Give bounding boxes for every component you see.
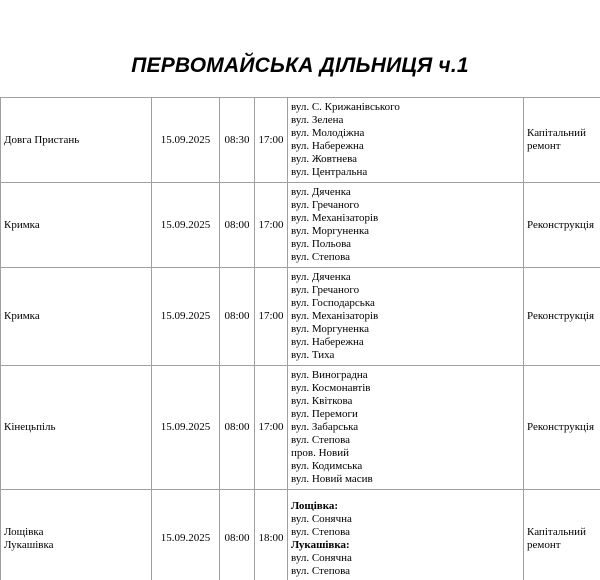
streets-cell	[288, 268, 524, 366]
street-item: вул. Зелена	[291, 114, 344, 126]
street-item: вул. Степова	[291, 251, 351, 263]
street-item: вул. Дяченка	[291, 186, 351, 198]
table-row	[1, 98, 600, 183]
street-item: вул. Гречаного	[291, 199, 360, 211]
street-item: вул. Механізаторів	[291, 310, 379, 322]
street-item: вул. Квіткова	[291, 395, 353, 407]
street-item: пров. Новий	[291, 447, 349, 459]
end-time-cell: 17:00	[255, 98, 288, 183]
street-item: вул. Космонавтів	[291, 382, 371, 394]
street-item: вул. Господарська	[291, 297, 375, 309]
work-type-line: Реконструкція	[527, 421, 595, 433]
start-time-cell: 08:00	[220, 268, 255, 366]
street-item: вул. Сонячна	[291, 512, 352, 525]
work-type-cell	[524, 490, 600, 580]
street-item: вул. Набережна	[291, 140, 364, 152]
streets-cell	[288, 98, 524, 183]
streets-cell	[288, 183, 524, 268]
work-type-line: Капітальний	[527, 127, 586, 139]
street-item: вул. Польова	[291, 238, 352, 250]
date-cell: 15.09.2025	[152, 268, 220, 366]
street-item: вул. Новий масив	[291, 473, 373, 485]
table-row	[1, 366, 600, 490]
street-item: вул. Моргуненка	[291, 225, 370, 237]
settlement-line: Лукашівка	[4, 538, 54, 551]
end-time-cell: 17:00	[255, 366, 288, 490]
street-item: вул. Перемоги	[291, 408, 358, 420]
street-item: вул. Степова	[291, 525, 351, 538]
settlement-cell: Кінецьпіль	[1, 366, 152, 490]
date-cell: 15.09.2025	[152, 490, 220, 580]
start-time-cell: 08:00	[220, 490, 255, 580]
work-type-line: Реконструкція	[527, 218, 595, 231]
settlement-subheading: Лощівка:	[291, 499, 339, 512]
work-type-cell	[524, 366, 600, 490]
work-type-cell	[524, 183, 600, 268]
start-time-cell: 08:00	[220, 366, 255, 490]
street-item: вул. Механізаторів	[291, 212, 379, 224]
street-item: вул. Жовтнева	[291, 153, 358, 165]
streets-cell	[288, 490, 524, 580]
settlement-cell: Кримка	[1, 183, 152, 268]
street-item: вул. Виноградна	[291, 369, 368, 381]
street-item: вул. Степова	[291, 564, 351, 577]
street-item: вул. Сонячна	[291, 551, 352, 564]
street-item: вул. С. Крижанівського	[291, 101, 400, 113]
date-cell: 15.09.2025	[152, 98, 220, 183]
work-type-cell	[524, 98, 600, 183]
table-row	[1, 183, 600, 268]
street-item: вул. Набережна	[291, 336, 364, 348]
date-cell: 15.09.2025	[152, 366, 220, 490]
settlement-cell: Довга Пристань	[1, 98, 152, 183]
work-type-cell	[524, 268, 600, 366]
streets-cell	[288, 366, 524, 490]
work-type-line: Реконструкція	[527, 310, 595, 322]
end-time-cell: 18:00	[255, 490, 288, 580]
work-type-line: ремонт	[527, 140, 561, 152]
outage-schedule-table	[0, 97, 600, 580]
end-time-cell: 17:00	[255, 268, 288, 366]
street-item: вул. Степова	[291, 434, 351, 446]
settlement-cell: Кримка	[1, 268, 152, 366]
street-item: вул. Молодіжна	[291, 127, 365, 139]
street-item: вул. Центральна	[291, 166, 368, 178]
settlement-line: Лощівка	[4, 525, 44, 538]
work-type-line: Капітальний	[527, 525, 586, 538]
table-row	[1, 268, 600, 366]
work-type-line: ремонт	[527, 538, 561, 551]
street-item: вул. Кодимська	[291, 460, 363, 472]
street-item: вул. Гречаного	[291, 284, 360, 296]
start-time-cell: 08:00	[220, 183, 255, 268]
street-item: вул. Тиха	[291, 349, 335, 361]
date-cell: 15.09.2025	[152, 183, 220, 268]
page-title: ПЕРВОМАЙСЬКА ДІЛЬНИЦЯ ч.1	[131, 54, 469, 77]
settlement-cell	[1, 490, 152, 580]
street-item: вул. Забарська	[291, 421, 359, 433]
settlement-subheading: Лукашівка:	[291, 538, 350, 551]
table-row	[1, 490, 600, 580]
start-time-cell: 08:30	[220, 98, 255, 183]
street-item: вул. Моргуненка	[291, 323, 370, 335]
street-item: вул. Дяченка	[291, 271, 351, 283]
end-time-cell: 17:00	[255, 183, 288, 268]
